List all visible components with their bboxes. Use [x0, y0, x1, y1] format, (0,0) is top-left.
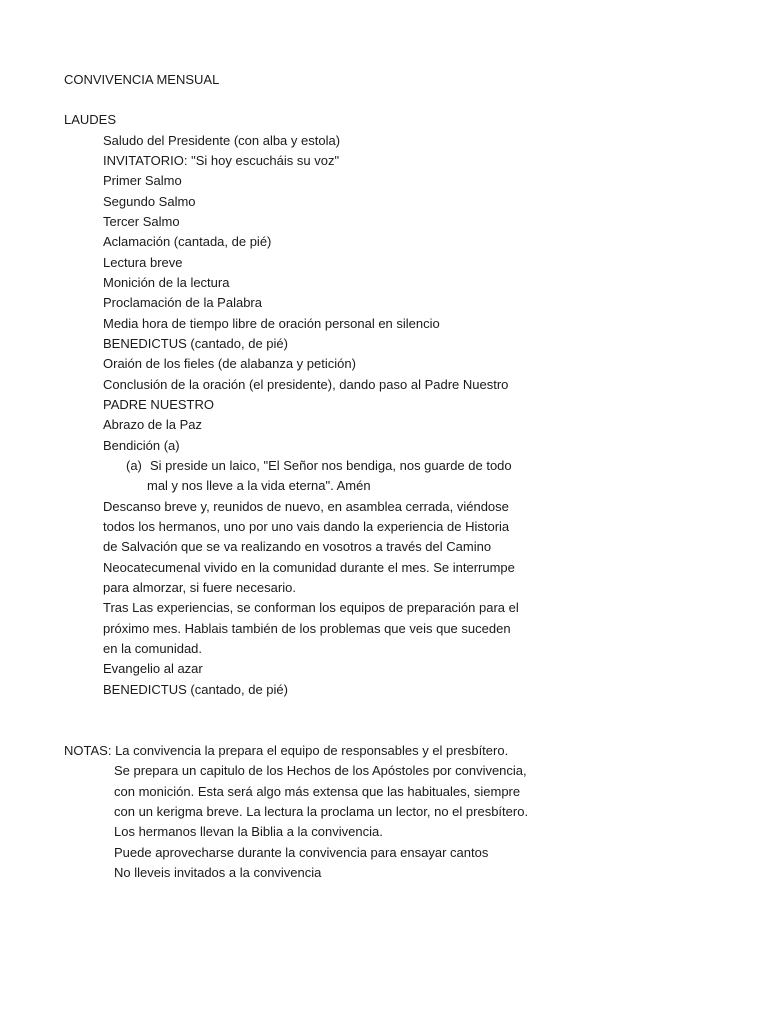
paragraph-line: para almorzar, si fuere necesario.	[103, 580, 296, 595]
notes-first-line	[64, 741, 508, 761]
laudes-item: Monición de la lectura	[103, 275, 230, 290]
laudes-item: Abrazo de la Paz	[103, 417, 203, 432]
laudes-item: Aclamación (cantada, de pié)	[103, 234, 272, 249]
laudes-item: Bendición (a)	[103, 438, 180, 453]
paragraph-line: en la comunidad.	[103, 641, 203, 656]
paragraph-line: todos los hermanos, uno por uno vais dando la experiencia de Historia	[103, 519, 510, 534]
notes-text: La convivencia la prepara el equipo de responsables y el presbítero.	[115, 743, 509, 758]
notes-label: NOTAS:	[64, 743, 112, 758]
notes-line: Se prepara un capitulo de los Hechos de los Apóstoles por convivencia,	[114, 763, 527, 778]
paragraph-line: Tras Las experiencias, se conforman los equipos de preparación para el	[103, 600, 519, 615]
laudes-item: Evangelio al azar	[103, 661, 203, 676]
paragraph-line: Descanso breve y, reunidos de nuevo, en asamblea cerrada, viéndose	[103, 499, 509, 514]
paragraph-line: de Salvación que se va realizando en vosotros a través del Camino	[103, 539, 492, 554]
notes-line: No lleveis invitados a la convivencia	[114, 865, 322, 880]
laudes-item: Lectura breve	[103, 255, 183, 270]
footnote-line	[126, 456, 512, 476]
laudes-item: Media hora de tiempo libre de oración personal en silencio	[103, 316, 440, 331]
laudes-item: BENEDICTUS (cantado, de pié)	[103, 682, 288, 697]
footnote-text: Si preside un laico, "El Señor nos bendiga, nos guarde de todo	[150, 458, 512, 473]
document-title: CONVIVENCIA MENSUAL	[64, 72, 220, 87]
paragraph-line: Neocatecumenal vivido en la comunidad durante el mes. Se interrumpe	[103, 560, 515, 575]
footnote-marker: (a)	[126, 458, 142, 473]
laudes-item: Proclamación de la Palabra	[103, 295, 262, 310]
footnote-continuation: mal y nos lleve a la vida eterna". Amén	[147, 478, 371, 493]
notes-line: Los hermanos llevan la Biblia a la convivencia.	[114, 824, 383, 839]
laudes-item: Conclusión de la oración (el presidente), dando paso al Padre Nuestro	[103, 377, 509, 392]
notes-line: con monición. Esta será algo más extensa que las habituales, siempre	[114, 784, 521, 799]
laudes-item: Segundo Salmo	[103, 194, 196, 209]
laudes-item: BENEDICTUS (cantado, de pié)	[103, 336, 288, 351]
notes-line: Puede aprovecharse durante la convivencia para ensayar cantos	[114, 845, 489, 860]
paragraph-line: próximo mes. Hablais también de los problemas que veis que suceden	[103, 621, 511, 636]
laudes-item: Saludo del Presidente (con alba y estola)	[103, 133, 341, 148]
notes-line: con un kerigma breve. La lectura la proclama un lector, no el presbítero.	[114, 804, 529, 819]
laudes-item: Oraión de los fieles (de alabanza y petición)	[103, 356, 356, 371]
laudes-item: Tercer Salmo	[103, 214, 180, 229]
laudes-item: Primer Salmo	[103, 173, 182, 188]
laudes-item: PADRE NUESTRO	[103, 397, 214, 412]
section-heading-laudes: LAUDES	[64, 112, 117, 127]
laudes-item: INVITATORIO: "Si hoy escucháis su voz"	[103, 153, 340, 168]
